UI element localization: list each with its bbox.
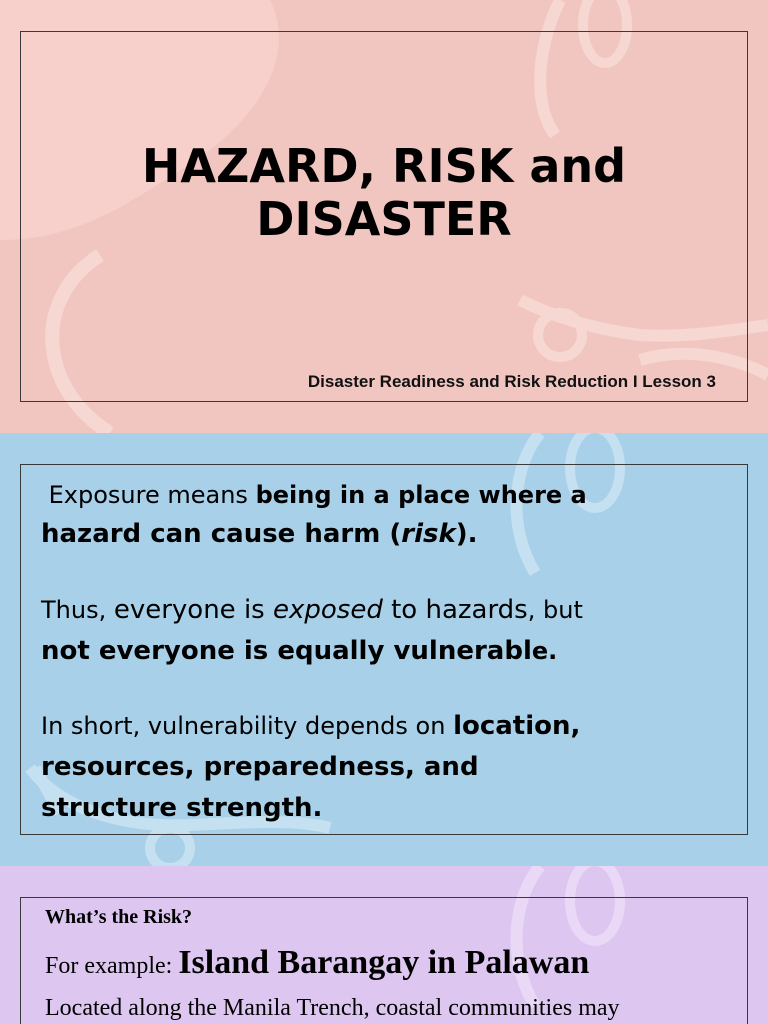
p2-everyone: everyone is — [113, 595, 273, 625]
p3-bold-3: structure strength. — [41, 793, 323, 823]
slide-exposure — [0, 433, 768, 866]
risk-heading: What’s the Risk? — [45, 906, 193, 928]
p2-bold: not everyone is equally vulnerabl — [41, 636, 532, 666]
example-lead: For example: — [45, 953, 179, 979]
risk-text — [45, 904, 735, 1024]
p1-lead: Exposure means — [41, 481, 256, 509]
p2-but: , but — [527, 596, 583, 624]
p2-to-hazards: to hazards — [382, 595, 528, 625]
exposure-text — [41, 477, 731, 830]
p1-close: ). — [455, 519, 478, 549]
title-line-1: HAZARD, RISK and — [141, 139, 627, 193]
slide-risk-example — [0, 866, 768, 1024]
exposure-paragraph-3 — [41, 707, 731, 830]
p3-bold-2: resources, preparedness, and — [41, 752, 479, 782]
risk-line-3: Located along the Manila Trench, coastal communities may — [45, 995, 620, 1021]
p2-thus: Thus, — [41, 596, 114, 624]
slide-title — [0, 0, 768, 433]
p3-lead: In short, vulnerability depends on — [41, 712, 454, 740]
slide-subtitle: Disaster Readiness and Risk Reduction I Lesson 3 — [307, 372, 716, 391]
slide-title-text — [0, 140, 768, 246]
exposure-paragraph-1 — [41, 477, 731, 555]
exposure-paragraph-2 — [41, 591, 731, 673]
p1-bold-2: hazard can cause harm ( — [41, 519, 402, 549]
risk-example — [45, 944, 735, 988]
p1-bold-1: being in a place where a — [255, 481, 587, 509]
title-line-2: DISASTER — [256, 192, 512, 246]
example-place: Island Barangay in Palawan — [178, 944, 590, 981]
p3-bold-1: location, — [453, 711, 581, 741]
p1-risk: risk — [401, 519, 456, 549]
p2-exposed: exposed — [272, 595, 383, 625]
p2-tail: e. — [531, 637, 558, 665]
